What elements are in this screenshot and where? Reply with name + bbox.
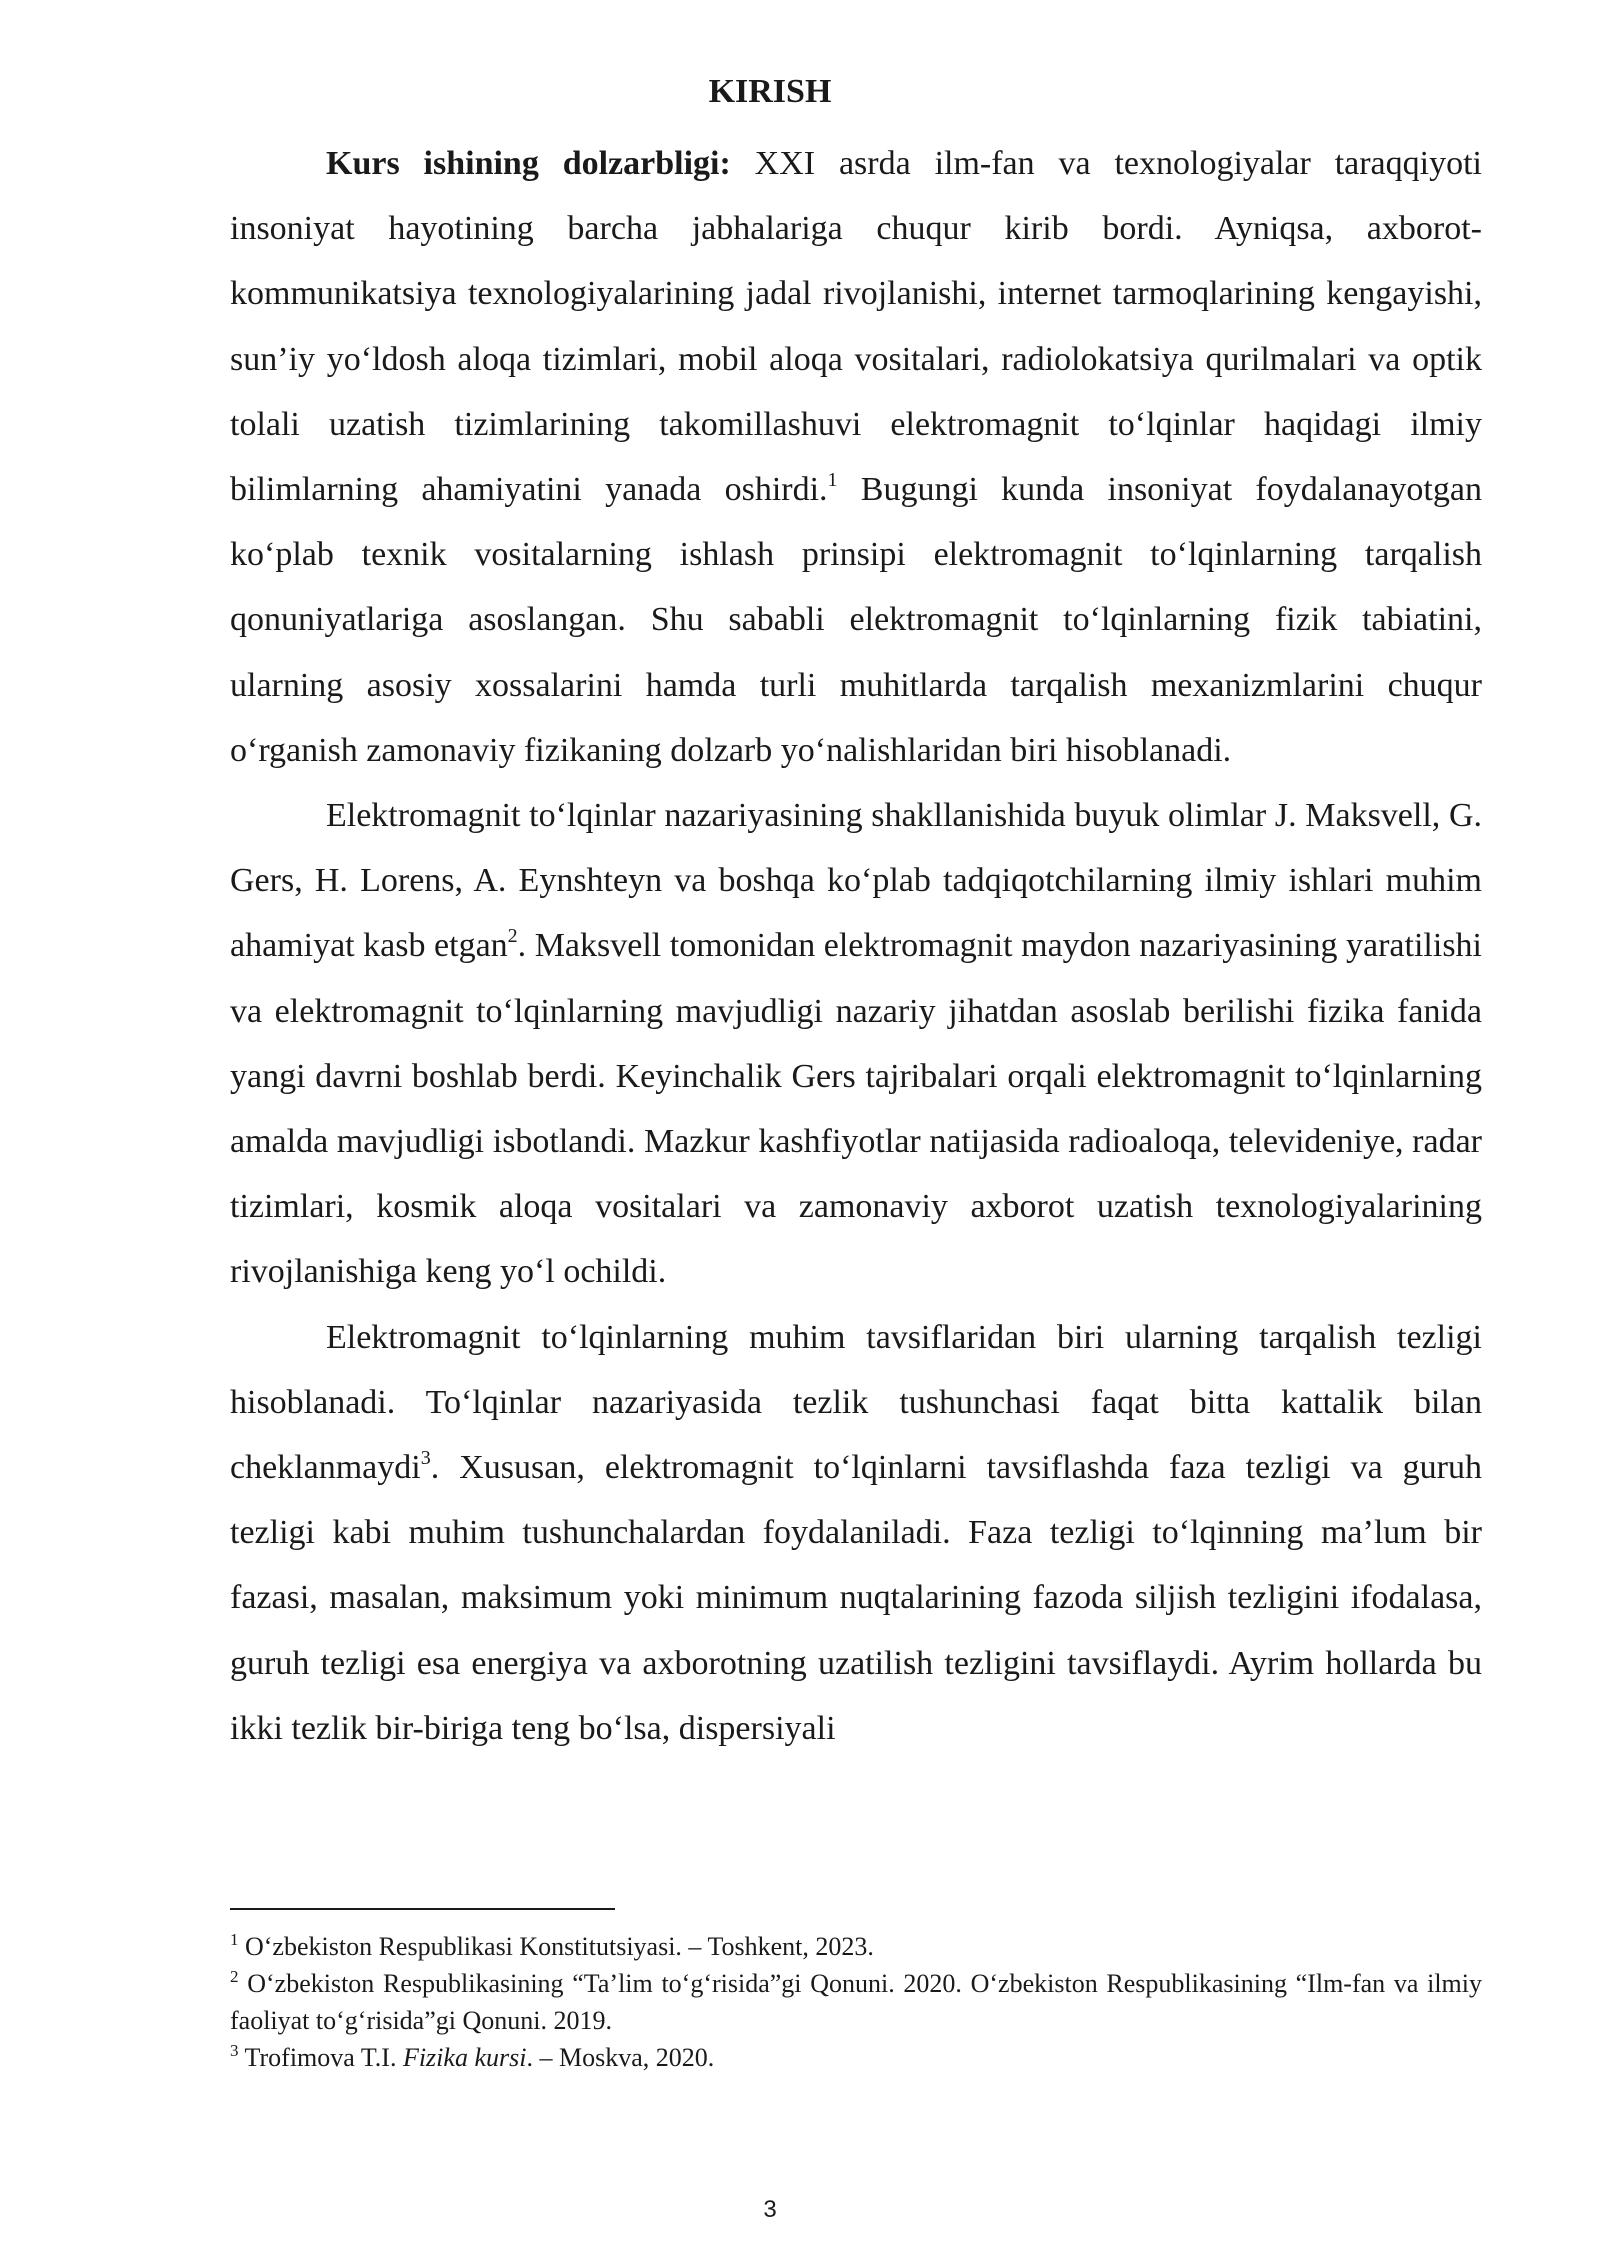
paragraph-text: . Maksvell tomonidan elektromagnit maydon nazariyasining yaratilishi va elektromagnit to‘lqinlarning mavjudligi nazariy jihatdan asoslab berilishi fizika fanida yangi davrni boshlab berdi. Keyinchalik Gers tajribalari orqali elektromagnit to‘lqinlarning amalda mavjudligi isbotlandi. Mazkur kashfiyotlar natijasida radioaloqa, televideniye, radar tizimlari, kosmik aloqa vositalari va zamonaviy axborot uzatish texnologiyalarining rivojlanishiga keng yo‘l ochildi. — [230, 927, 1482, 1291]
section-heading: KIRISH — [708, 73, 832, 110]
footnote-book-title: Fizika kursi — [402, 2043, 527, 2072]
footnote-text: O‘zbekiston Respublikasining “Ta’lim to‘g‘risida”gi Qonuni. 2020. O‘zbekiston Respublikasining “Ilm-fan va ilmiy faoliyat to‘g‘risida”gi Qonuni. 2019. — [230, 1969, 1483, 2035]
footnote-number: 1 — [230, 1930, 239, 1949]
footnote-item — [230, 1928, 1482, 1965]
footnote-ref[interactable]: 1 — [827, 469, 838, 492]
paragraph-history — [230, 783, 1482, 1305]
paragraph-text: XXI asrda ilm-fan va texnologiyalar taraqqiyoti insoniyat hayotining barcha jabhalariga chuqur kirib bordi. Ayniqsa, axborot-kommunikatsiya texnologiyalarining jadal rivojlanishi, internet tarmoqlarining kengayishi, sun’iy yo‘ldosh aloqa tizimlari, mobil aloqa vositalari, radiolokatsiya qurilmalari va optik tolali uzatish tizimlarining takomillashuvi elektromagnit to‘lqinlar haqidagi ilmiy bilimlarning ahamiyatini yanada oshirdi. — [230, 145, 1482, 509]
paragraph-text: Elektromagnit to‘lqinlarning muhim tavsiflaridan biri ularning tarqalish tezligi hisoblanadi. To‘lqinlar nazariyasida tezlik tushunchasi faqat bitta kattalik bilan cheklanmaydi — [230, 1318, 1482, 1487]
footnote-text: O‘zbekiston Respublikasi Konstitutsiyasi. – Toshkent, 2023. — [245, 1932, 874, 1961]
footnotes — [230, 1928, 1482, 2076]
paragraph-velocity — [230, 1305, 1482, 1761]
paragraph-text: . Xususan, elektromagnit to‘lqinlarni tavsiflashda faza tezligi va guruh tezligi kabi muhim tushunchalardan foydalaniladi. Faza tezligi to‘lqinning ma’lum bir fazasi, masalan, maksimum yoki minimum nuqtalarining fazoda siljish tezligini ifodalasa, guruh tezligi esa energiya va axborotning uzatilish tezligini tavsiflaydi. Ayrim hollarda bu ikki tezlik bir-biriga teng bo‘lsa, dispersiyali — [230, 1449, 1482, 1747]
footnote-number: 3 — [230, 2041, 239, 2060]
paragraph-relevance — [230, 131, 1482, 783]
page-number: 3 — [763, 2196, 777, 2223]
footnote-ref[interactable]: 2 — [507, 925, 518, 948]
footnote-divider — [230, 1908, 615, 1910]
body-text — [230, 131, 1482, 1761]
footnote-ref[interactable]: 3 — [420, 1447, 431, 1470]
paragraph-text: Elektromagnit to‘lqinlar nazariyasining shakllanishida buyuk olimlar J. Maksvell, G. Gers, H. Lorens, A. Eynshteyn va boshqa ko‘plab tadqiqotchilarning ilmiy ishlari muhim ahamiyat kasb etgan — [230, 797, 1482, 965]
footnote-number: 2 — [230, 1967, 239, 1986]
paragraph-text: Bugungi kunda insoniyat foydalanayotgan ko‘plab texnik vositalarning ishlash prinsipi elektromagnit to‘lqinlarning tarqalish qonuniyatlariga asoslangan. Shu sababli elektromagnit to‘lqinlarning fizik tabiatini, ularning asosiy xossalarini hamda turli muhitlarda tarqalish mexanizmlarini chuqur o‘rganish zamonaviy fizikaning dolzarb yo‘nalishlaridan biri hisoblanadi. — [230, 471, 1482, 769]
footnote-text: . – Moskva, 2020. — [526, 2043, 715, 2072]
paragraph-lead: Kurs ishining dolzarbligi: — [326, 145, 731, 182]
footnote-author: Trofimova T.I. — [244, 2043, 403, 2072]
footnote-item — [230, 2039, 1482, 2076]
footnote-item — [230, 1965, 1482, 2039]
